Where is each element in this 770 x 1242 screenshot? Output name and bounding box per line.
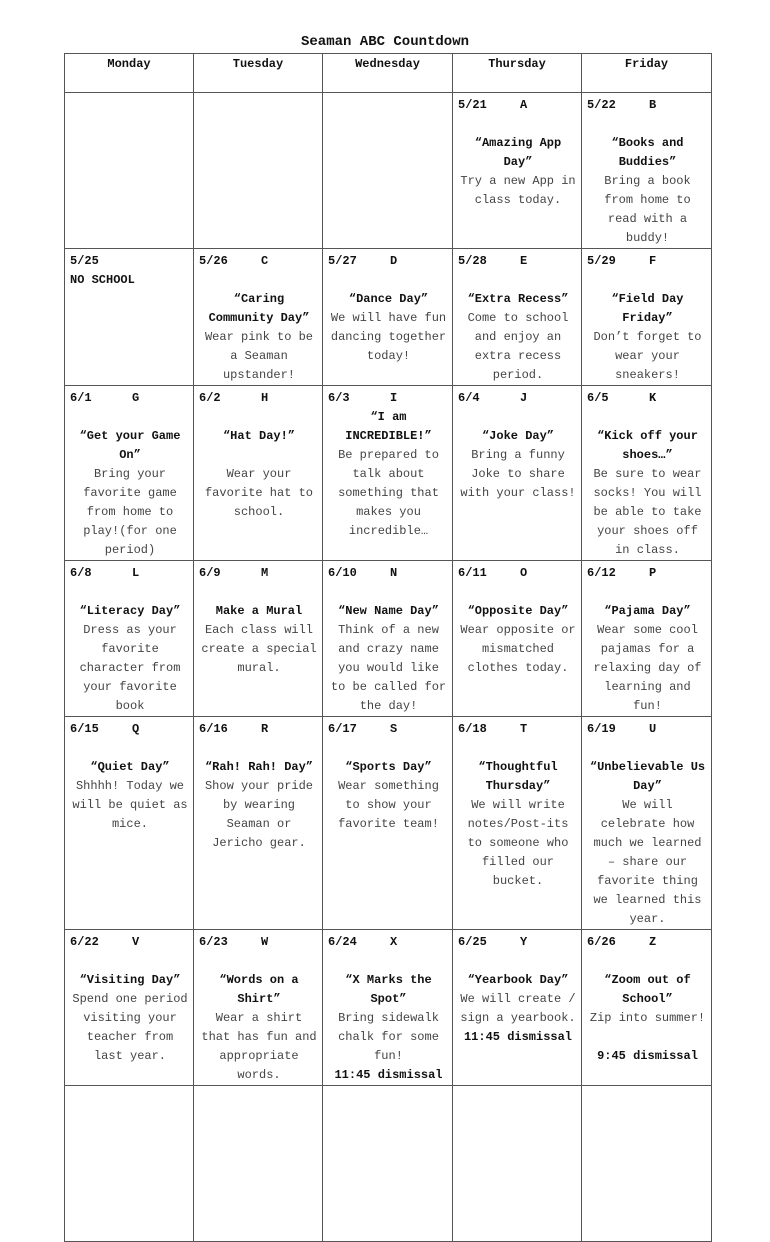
day-title: “Rah! Rah! Day”: [204, 760, 314, 774]
day-description: Bring a book from home to read with a buddy!: [604, 174, 691, 245]
day-cell-header: [70, 564, 190, 583]
day-title: “Hat Day!”: [222, 429, 295, 443]
day-date: 5/25: [70, 254, 99, 268]
day-cell: [65, 1086, 194, 1242]
day-letter: A: [520, 98, 528, 112]
day-cell: [582, 386, 712, 561]
day-description: Think of a new and crazy name you would like to be called for the day!: [330, 623, 447, 713]
day-cell-header: [70, 720, 190, 739]
day-letter: X: [390, 935, 398, 949]
day-cell-header: [458, 389, 578, 408]
day-title: “Caring Community Day”: [208, 292, 310, 325]
day-date: 6/10: [328, 566, 357, 580]
day-date: 6/4: [458, 391, 480, 405]
day-letter: P: [649, 566, 657, 580]
weekday-header: Friday: [582, 54, 712, 93]
day-description: Wear a shirt that has fun and appropriate words.: [201, 1011, 317, 1082]
day-letter: S: [390, 722, 398, 736]
day-cell: [323, 249, 453, 386]
day-letter: V: [132, 935, 140, 949]
day-cell: [194, 561, 323, 717]
day-description: Wear your favorite hat to school.: [204, 467, 314, 519]
day-cell: [582, 93, 712, 249]
day-date: 5/27: [328, 254, 357, 268]
day-date: 6/17: [328, 722, 357, 736]
day-cell: [194, 249, 323, 386]
day-cell-header: [587, 933, 708, 952]
day-cell: [582, 930, 712, 1086]
day-cell-header: [199, 564, 319, 583]
day-cell-header: [458, 720, 578, 739]
day-cell-header: [587, 252, 708, 271]
day-title: “Literacy Day”: [79, 604, 181, 618]
day-description: Wear something to show your favorite team!: [338, 779, 439, 831]
dismissal-time: 11:45 dismissal: [463, 1030, 573, 1044]
day-letter: F: [649, 254, 657, 268]
day-letter: L: [132, 566, 140, 580]
weekday-header: Wednesday: [323, 54, 453, 93]
day-letter: O: [520, 566, 528, 580]
day-description: Wear pink to be a Seaman upstander!: [204, 330, 314, 382]
day-cell-header: [328, 720, 449, 739]
day-letter: I: [390, 391, 398, 405]
calendar-week-row: [65, 386, 712, 561]
day-title: “Sports Day”: [345, 760, 432, 774]
day-letter: Z: [649, 935, 657, 949]
day-cell-header: [587, 1089, 708, 1108]
day-cell: [194, 386, 323, 561]
day-description: Wear some cool pajamas for a relaxing day of learning and fun!: [593, 623, 702, 713]
day-letter: W: [261, 935, 269, 949]
day-title: “Visiting Day”: [79, 973, 181, 987]
day-cell-header: [328, 933, 449, 952]
calendar-week-row: [65, 717, 712, 930]
day-description: Dress as your favorite character from your favorite book: [79, 623, 181, 713]
day-title: Make a Mural: [215, 604, 303, 618]
day-date: 6/11: [458, 566, 487, 580]
dismissal-time: 11:45 dismissal: [334, 1068, 443, 1082]
day-cell-header: [70, 96, 190, 115]
day-cell-header: [199, 720, 319, 739]
day-letter: C: [261, 254, 269, 268]
day-date: 6/3: [328, 391, 350, 405]
day-title: “Extra Recess”: [467, 292, 569, 306]
day-cell: [323, 386, 453, 561]
day-description: Try a new App in class today.: [460, 174, 576, 207]
calendar-week-row: [65, 249, 712, 386]
day-cell: [453, 93, 582, 249]
day-title: “Amazing App Day”: [474, 136, 562, 169]
day-date: 6/22: [70, 935, 99, 949]
day-cell: [453, 1086, 582, 1242]
day-letter: R: [261, 722, 269, 736]
day-cell: [453, 717, 582, 930]
calendar-week-row: [65, 930, 712, 1086]
day-letter: N: [390, 566, 398, 580]
day-cell: [323, 930, 453, 1086]
day-date: 5/26: [199, 254, 228, 268]
day-title: “Pajama Day”: [604, 604, 691, 618]
day-description: We will have fun dancing together today!: [330, 311, 447, 363]
day-cell: [453, 930, 582, 1086]
day-date: 6/18: [458, 722, 487, 736]
weekday-header: Monday: [65, 54, 194, 93]
day-title: “X Marks the Spot”: [345, 973, 432, 1006]
day-cell: [194, 930, 323, 1086]
day-description: Shhhh! Today we will be quiet as mice.: [72, 779, 188, 831]
day-title: “Get your Game On”: [79, 429, 181, 462]
day-letter: U: [649, 722, 657, 736]
calendar-week-row: [65, 93, 712, 249]
day-title: “Zoom out of School”: [604, 973, 691, 1006]
day-letter: G: [132, 391, 140, 405]
day-cell-header: [587, 720, 708, 739]
day-title: “Quiet Day”: [90, 760, 170, 774]
day-date: 6/9: [199, 566, 221, 580]
day-cell: [65, 561, 194, 717]
day-letter: H: [261, 391, 269, 405]
day-cell-header: [587, 96, 708, 115]
day-description: Don’t forget to wear your sneakers!: [593, 330, 702, 382]
day-cell-header: [458, 252, 578, 271]
day-date: 6/19: [587, 722, 616, 736]
day-title: “Words on a Shirt”: [219, 973, 299, 1006]
day-date: 5/28: [458, 254, 487, 268]
day-description: Wear opposite or mismatched clothes today.: [460, 623, 576, 675]
day-date: 6/12: [587, 566, 616, 580]
day-cell: [582, 1086, 712, 1242]
day-title: “New Name Day”: [338, 604, 439, 618]
countdown-calendar: [64, 53, 712, 1242]
day-cell: [65, 249, 194, 386]
day-letter: J: [520, 391, 528, 405]
day-cell: [194, 717, 323, 930]
day-date: 5/22: [587, 98, 616, 112]
day-cell: [194, 1086, 323, 1242]
day-date: 6/15: [70, 722, 99, 736]
day-description: Be sure to wear socks! You will be able to take your shoes off in class.: [593, 467, 702, 557]
day-letter: Y: [520, 935, 528, 949]
day-letter: Q: [132, 722, 140, 736]
day-letter: D: [390, 254, 398, 268]
day-cell-header: [70, 252, 190, 271]
day-title: “Yearbook Day”: [467, 973, 569, 987]
day-letter: T: [520, 722, 528, 736]
day-cell: [323, 1086, 453, 1242]
day-title: “Books and Buddies”: [611, 136, 684, 169]
page-title: Seaman ABC Countdown: [300, 34, 470, 50]
day-cell-header: [328, 564, 449, 583]
day-description: Each class will create a special mural.: [201, 623, 317, 675]
day-cell: [453, 249, 582, 386]
calendar-week-row: [65, 561, 712, 717]
dismissal-time: 9:45 dismissal: [597, 1049, 698, 1063]
day-title: “Kick off your shoes…”: [597, 429, 698, 462]
day-description: Bring your favorite game from home to play!(for one period): [83, 467, 177, 557]
day-cell-header: [70, 389, 190, 408]
weekday-header: Thursday: [453, 54, 582, 93]
day-letter: M: [261, 566, 269, 580]
day-cell-header: [458, 933, 578, 952]
day-cell-header: [70, 933, 190, 952]
day-cell-header: [587, 564, 708, 583]
day-title: “Unbelievable Us Day”: [589, 760, 706, 793]
day-title: “Joke Day”: [481, 429, 554, 443]
day-cell-header: [199, 1089, 319, 1108]
weekday-header-row: [65, 54, 712, 93]
day-description: Zip into summer!: [589, 1011, 706, 1025]
day-cell-header: [458, 96, 578, 115]
weekday-header: Tuesday: [194, 54, 323, 93]
day-cell-header: [587, 389, 708, 408]
day-date: 6/23: [199, 935, 228, 949]
day-cell: [582, 561, 712, 717]
day-cell-header: [328, 389, 449, 408]
day-cell: [582, 717, 712, 930]
day-cell: [65, 717, 194, 930]
day-letter: K: [649, 391, 657, 405]
calendar-week-row: [65, 1086, 712, 1242]
day-cell-header: [328, 252, 449, 271]
day-date: 6/24: [328, 935, 357, 949]
day-cell-header: [458, 564, 578, 583]
day-cell: [453, 561, 582, 717]
calendar-body: [65, 93, 712, 1242]
day-cell-header: [199, 96, 319, 115]
day-cell: [323, 717, 453, 930]
day-title: “Dance Day”: [348, 292, 429, 306]
day-cell-header: [328, 1089, 449, 1108]
day-cell: [323, 93, 453, 249]
day-date: 5/21: [458, 98, 487, 112]
day-cell: [194, 93, 323, 249]
day-letter: B: [649, 98, 657, 112]
day-date: 5/29: [587, 254, 616, 268]
day-letter: E: [520, 254, 528, 268]
day-title: “Thoughtful Thursday”: [478, 760, 558, 793]
day-date: 6/26: [587, 935, 616, 949]
day-title: “Opposite Day”: [467, 604, 569, 618]
day-title: “I am INCREDIBLE!”: [345, 410, 432, 443]
day-description: We will write notes/Post-its to someone who filled our bucket.: [467, 798, 569, 888]
day-cell-header: [199, 933, 319, 952]
day-cell: [65, 93, 194, 249]
day-cell-header: [328, 96, 449, 115]
day-cell-header: [70, 1089, 190, 1108]
day-cell-header: [199, 389, 319, 408]
day-cell: [582, 249, 712, 386]
day-description: Spend one period visiting your teacher from last year.: [72, 992, 188, 1063]
day-date: 6/2: [199, 391, 221, 405]
day-note: NO SCHOOL: [70, 273, 135, 287]
day-description: Come to school and enjoy an extra recess period.: [467, 311, 569, 382]
day-date: 6/16: [199, 722, 228, 736]
day-description: We will celebrate how much we learned – share our favorite thing we learned this year.: [593, 798, 702, 926]
day-date: 6/8: [70, 566, 92, 580]
day-description: Bring a funny Joke to share with your class!: [460, 448, 576, 500]
day-cell: [65, 386, 194, 561]
day-description: Show your pride by wearing Seaman or Jericho gear.: [204, 779, 314, 850]
day-date: 6/1: [70, 391, 92, 405]
day-cell: [65, 930, 194, 1086]
day-date: 6/5: [587, 391, 609, 405]
day-description: We will create / sign a yearbook.: [460, 992, 576, 1025]
day-cell: [453, 386, 582, 561]
day-cell: [323, 561, 453, 717]
day-description: Bring sidewalk chalk for some fun!: [338, 1011, 439, 1063]
day-description: Be prepared to talk about something that makes you incredible…: [338, 448, 439, 538]
day-cell-header: [458, 1089, 578, 1108]
day-date: 6/25: [458, 935, 487, 949]
day-title: “Field Day Friday”: [611, 292, 684, 325]
day-cell-header: [199, 252, 319, 271]
